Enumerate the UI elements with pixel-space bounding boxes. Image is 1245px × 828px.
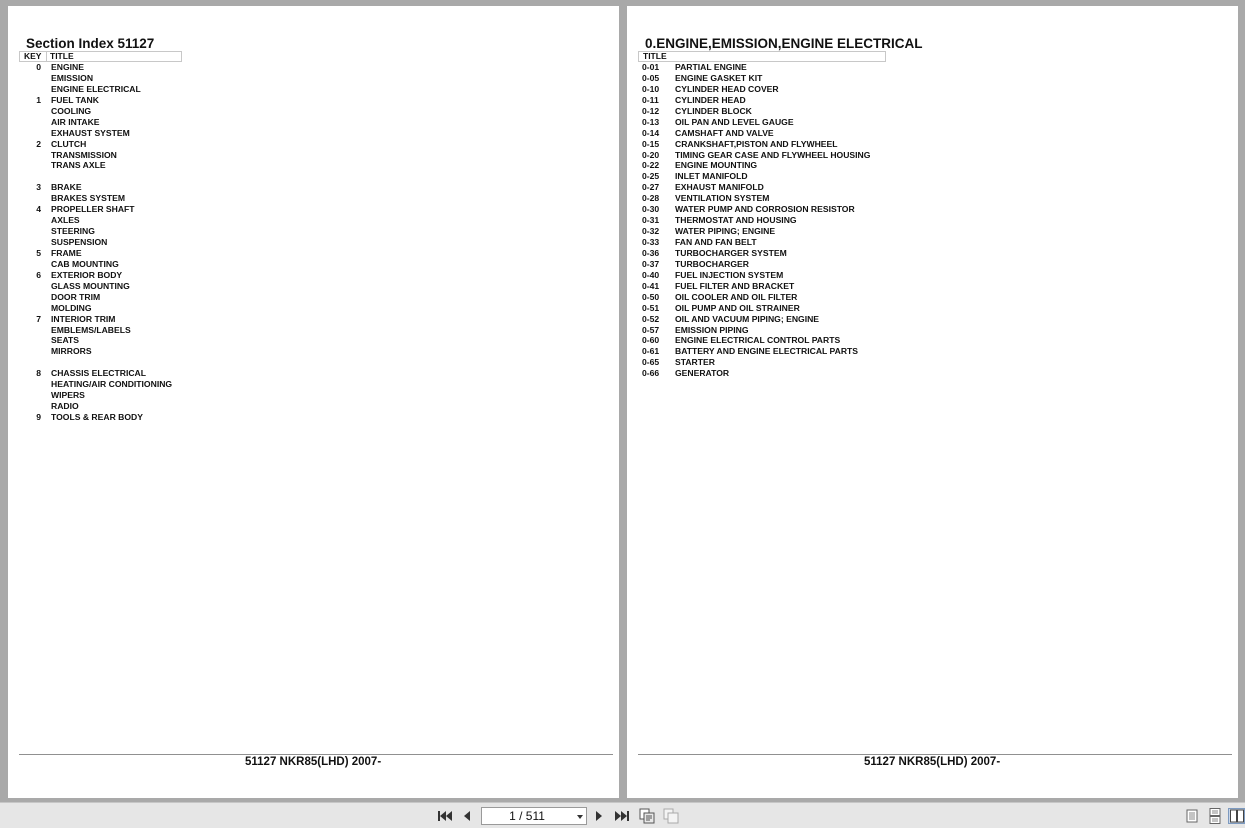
contents-row[interactable] xyxy=(642,248,942,259)
group-code: 0-01 xyxy=(642,62,660,72)
page-footer: 51127 NKR85(LHD) 2007- xyxy=(864,756,1001,768)
section-key: 7 xyxy=(36,313,41,324)
section-index-row[interactable] xyxy=(19,390,219,401)
section-index-row[interactable] xyxy=(19,160,219,171)
section-index-row[interactable] xyxy=(19,412,219,423)
contents-row[interactable] xyxy=(642,160,942,171)
section-index-row[interactable] xyxy=(19,204,219,215)
group-title: OIL PAN AND LEVEL GAUGE xyxy=(675,116,794,127)
section-title: SEATS xyxy=(51,335,80,346)
section-index-row[interactable] xyxy=(19,73,219,84)
section-index-row[interactable] xyxy=(19,281,219,292)
next-page-icon[interactable] xyxy=(590,808,608,824)
group-title: CRANKSHAFT,PISTON AND FLYWHEEL xyxy=(675,138,838,149)
contents-row[interactable] xyxy=(642,314,942,325)
section-title: TOOLS & REAR BODY xyxy=(51,412,143,422)
contents-row[interactable] xyxy=(642,346,942,357)
contents-row[interactable] xyxy=(642,237,942,248)
contents-row[interactable] xyxy=(642,281,942,292)
group-code: 0-36 xyxy=(642,247,660,258)
group-title: FAN AND FAN BELT xyxy=(675,237,757,247)
section-index-row[interactable] xyxy=(19,270,219,281)
section-index-row[interactable] xyxy=(19,150,219,161)
section-title: GLASS MOUNTING xyxy=(51,280,130,291)
section-title: ENGINE xyxy=(51,62,84,72)
section-index-row[interactable] xyxy=(19,193,219,204)
section-title: FRAME xyxy=(51,247,82,258)
group-code: 0-05 xyxy=(642,72,660,83)
section-title: HEATING/AIR CONDITIONING xyxy=(51,379,173,390)
page-number-value: 1 / 511 xyxy=(509,809,545,823)
contents-row[interactable] xyxy=(642,106,942,117)
section-key: 9 xyxy=(36,412,41,422)
last-page-icon[interactable] xyxy=(613,808,631,824)
section-index-row[interactable] xyxy=(19,248,219,259)
contents-row[interactable] xyxy=(642,368,942,379)
section-index-row[interactable] xyxy=(19,171,219,182)
section-title: EMBLEMS/LABELS xyxy=(51,324,131,335)
group-code: 0-32 xyxy=(642,226,660,237)
group-title: ENGINE ELECTRICAL CONTROL PARTS xyxy=(675,335,841,346)
contents-row[interactable] xyxy=(642,303,942,314)
section-index-row[interactable] xyxy=(19,259,219,270)
group-code: 0-60 xyxy=(642,335,660,346)
section-index-row[interactable] xyxy=(19,368,219,379)
group-code: 0-65 xyxy=(642,357,660,368)
section-key: 1 xyxy=(36,94,41,105)
section-index-row[interactable] xyxy=(19,314,219,325)
page-section-index xyxy=(8,6,619,798)
section-title: BRAKES SYSTEM xyxy=(51,193,126,204)
chevron-down-icon[interactable] xyxy=(577,815,583,819)
group-code: 0-61 xyxy=(642,346,660,357)
contents-row[interactable] xyxy=(642,117,942,128)
title-column-header: TITLE xyxy=(50,51,74,61)
section-index-list xyxy=(19,62,219,423)
section-index-row[interactable] xyxy=(19,237,219,248)
group-code: 0-37 xyxy=(642,258,660,269)
section-title: EXTERIOR BODY xyxy=(51,269,123,280)
section-index-row[interactable] xyxy=(19,379,219,390)
key-column-header: KEY xyxy=(24,51,42,61)
contents-row[interactable] xyxy=(642,325,942,336)
group-code: 0-15 xyxy=(642,138,660,149)
group-code: 0-31 xyxy=(642,215,660,226)
group-title: CYLINDER HEAD COVER xyxy=(675,83,779,94)
page-footer: 51127 NKR85(LHD) 2007- xyxy=(245,756,382,768)
section-title: AIR INTAKE xyxy=(51,116,100,127)
group-title: WATER PIPING; ENGINE xyxy=(675,226,776,237)
group-title: INLET MANIFOLD xyxy=(675,171,748,182)
group-title: VENTILATION SYSTEM xyxy=(675,193,770,204)
group-code: 0-27 xyxy=(642,182,660,193)
contents-row[interactable] xyxy=(642,150,942,161)
section-key: 4 xyxy=(36,204,41,215)
contents-row[interactable] xyxy=(642,204,942,215)
contents-row[interactable] xyxy=(642,270,942,281)
group-title: THERMOSTAT AND HOUSING xyxy=(675,215,797,226)
page-title: 0.ENGINE,EMISSION,ENGINE ELECTRICAL xyxy=(645,36,923,51)
section-key: 2 xyxy=(36,138,41,149)
group-code: 0-52 xyxy=(642,313,660,324)
section-title: INTERIOR TRIM xyxy=(51,313,116,324)
contents-row[interactable] xyxy=(642,73,942,84)
group-code: 0-14 xyxy=(642,127,660,138)
previous-page-icon[interactable] xyxy=(458,808,476,824)
contents-row[interactable] xyxy=(642,259,942,270)
copy-icon[interactable] xyxy=(638,808,656,824)
contents-row[interactable] xyxy=(642,226,942,237)
contents-row[interactable] xyxy=(642,335,942,346)
section-index-row[interactable] xyxy=(19,215,219,226)
section-title: AXLES xyxy=(51,215,80,226)
section-title: FUEL TANK xyxy=(51,94,99,105)
contents-row[interactable] xyxy=(642,182,942,193)
navigation-toolbar xyxy=(0,802,1245,828)
group-code: 0-50 xyxy=(642,291,660,302)
section-index-row[interactable] xyxy=(19,303,219,314)
section-title: CAB MOUNTING xyxy=(51,258,119,269)
group-code: 0-66 xyxy=(642,368,660,379)
contents-row[interactable] xyxy=(642,292,942,303)
group-title: EXHAUST MANIFOLD xyxy=(675,182,764,193)
single-page-icon[interactable] xyxy=(1183,808,1201,824)
group-code: 0-28 xyxy=(642,193,660,204)
group-title: WATER PUMP AND CORROSION RESISTOR xyxy=(675,204,855,215)
group-title: TIMING GEAR CASE AND FLYWHEEL HOUSING xyxy=(675,149,871,160)
footer-divider xyxy=(638,754,1232,755)
section-title: MIRRORS xyxy=(51,346,92,357)
group-code: 0-41 xyxy=(642,280,660,291)
section-title: EXHAUST SYSTEM xyxy=(51,127,130,138)
first-page-icon[interactable] xyxy=(436,808,454,824)
section-title: COOLING xyxy=(51,105,92,116)
section-index-row[interactable] xyxy=(19,95,219,106)
group-title: EMISSION PIPING xyxy=(675,324,749,335)
group-title: GENERATOR xyxy=(675,368,730,379)
section-title: RADIO xyxy=(51,401,79,412)
contents-row[interactable] xyxy=(642,139,942,150)
column-divider xyxy=(46,52,47,61)
contents-row[interactable] xyxy=(642,193,942,204)
group-code: 0-57 xyxy=(642,324,660,335)
section-key: 8 xyxy=(36,368,41,379)
group-code: 0-51 xyxy=(642,302,660,313)
section-index-row[interactable] xyxy=(19,182,219,193)
contents-row[interactable] xyxy=(642,215,942,226)
page-number-select[interactable] xyxy=(481,807,587,825)
group-title: CYLINDER HEAD xyxy=(675,94,746,105)
section-title: DOOR TRIM xyxy=(51,291,101,302)
contents-row[interactable] xyxy=(642,357,942,368)
continuous-page-icon[interactable] xyxy=(1206,808,1224,824)
group-code: 0-13 xyxy=(642,116,660,127)
paste-icon[interactable] xyxy=(662,808,680,824)
two-page-icon[interactable] xyxy=(1228,808,1245,824)
contents-row[interactable] xyxy=(642,128,942,139)
group-title: ENGINE MOUNTING xyxy=(675,160,758,171)
section-title: SUSPENSION xyxy=(51,237,108,247)
engine-contents-list xyxy=(642,62,942,379)
section-index-row[interactable] xyxy=(19,117,219,128)
section-key: 0 xyxy=(36,62,41,72)
group-code: 0-40 xyxy=(642,269,660,280)
group-code: 0-12 xyxy=(642,105,660,116)
section-index-row[interactable] xyxy=(19,325,219,336)
section-index-row[interactable] xyxy=(19,335,219,346)
contents-row[interactable] xyxy=(642,171,942,182)
group-title: OIL COOLER AND OIL FILTER xyxy=(675,291,798,302)
section-index-row[interactable] xyxy=(19,84,219,95)
section-index-row[interactable] xyxy=(19,292,219,303)
group-title: FUEL FILTER AND BRACKET xyxy=(675,280,795,291)
section-index-row[interactable] xyxy=(19,357,219,368)
contents-row[interactable] xyxy=(642,95,942,106)
section-title: CHASSIS ELECTRICAL xyxy=(51,368,147,379)
section-title: WIPERS xyxy=(51,390,85,401)
group-code: 0-11 xyxy=(642,94,659,105)
section-key: 6 xyxy=(36,269,41,280)
section-title: MOLDING xyxy=(51,302,92,313)
group-title: ENGINE GASKET KIT xyxy=(675,72,763,83)
group-title: PARTIAL ENGINE xyxy=(675,62,747,72)
group-title: CAMSHAFT AND VALVE xyxy=(675,127,774,138)
group-title: CYLINDER BLOCK xyxy=(675,105,752,116)
contents-row[interactable] xyxy=(642,84,942,95)
section-title: BRAKE xyxy=(51,182,82,193)
group-code: 0-25 xyxy=(642,171,660,182)
group-code: 0-33 xyxy=(642,237,660,247)
page-title: Section Index 51127 xyxy=(26,36,155,51)
section-title: PROPELLER SHAFT xyxy=(51,204,135,215)
table-header xyxy=(19,51,182,62)
section-index-row[interactable] xyxy=(19,139,219,150)
section-title: CLUTCH xyxy=(51,138,87,149)
group-title: OIL AND VACUUM PIPING; ENGINE xyxy=(675,313,820,324)
group-title: BATTERY AND ENGINE ELECTRICAL PARTS xyxy=(675,346,859,357)
section-title: TRANS AXLE xyxy=(51,160,106,171)
table-header xyxy=(638,51,886,62)
footer-divider xyxy=(19,754,613,755)
section-key: 5 xyxy=(36,247,41,258)
group-code: 0-10 xyxy=(642,83,660,94)
section-title: TRANSMISSION xyxy=(51,149,117,160)
group-title: OIL PUMP AND OIL STRAINER xyxy=(675,302,800,313)
section-index-row[interactable] xyxy=(19,62,219,73)
section-title: EMISSION xyxy=(51,72,94,83)
section-title: STEERING xyxy=(51,226,95,237)
group-title: TURBOCHARGER SYSTEM xyxy=(675,247,787,258)
page-engine-contents xyxy=(627,6,1238,798)
group-code: 0-20 xyxy=(642,149,660,160)
section-title: ENGINE ELECTRICAL xyxy=(51,83,141,94)
group-title: TURBOCHARGER xyxy=(675,258,749,269)
section-key: 3 xyxy=(36,182,41,193)
section-index-row[interactable] xyxy=(19,226,219,237)
group-code: 0-22 xyxy=(642,160,660,171)
section-index-row[interactable] xyxy=(19,401,219,412)
section-index-row[interactable] xyxy=(19,106,219,117)
group-title: STARTER xyxy=(675,357,715,368)
contents-row[interactable] xyxy=(642,62,942,73)
group-code: 0-30 xyxy=(642,204,660,215)
section-index-row[interactable] xyxy=(19,346,219,357)
section-index-row[interactable] xyxy=(19,128,219,139)
title-column-header: TITLE xyxy=(643,51,667,61)
group-title: FUEL INJECTION SYSTEM xyxy=(675,269,784,280)
